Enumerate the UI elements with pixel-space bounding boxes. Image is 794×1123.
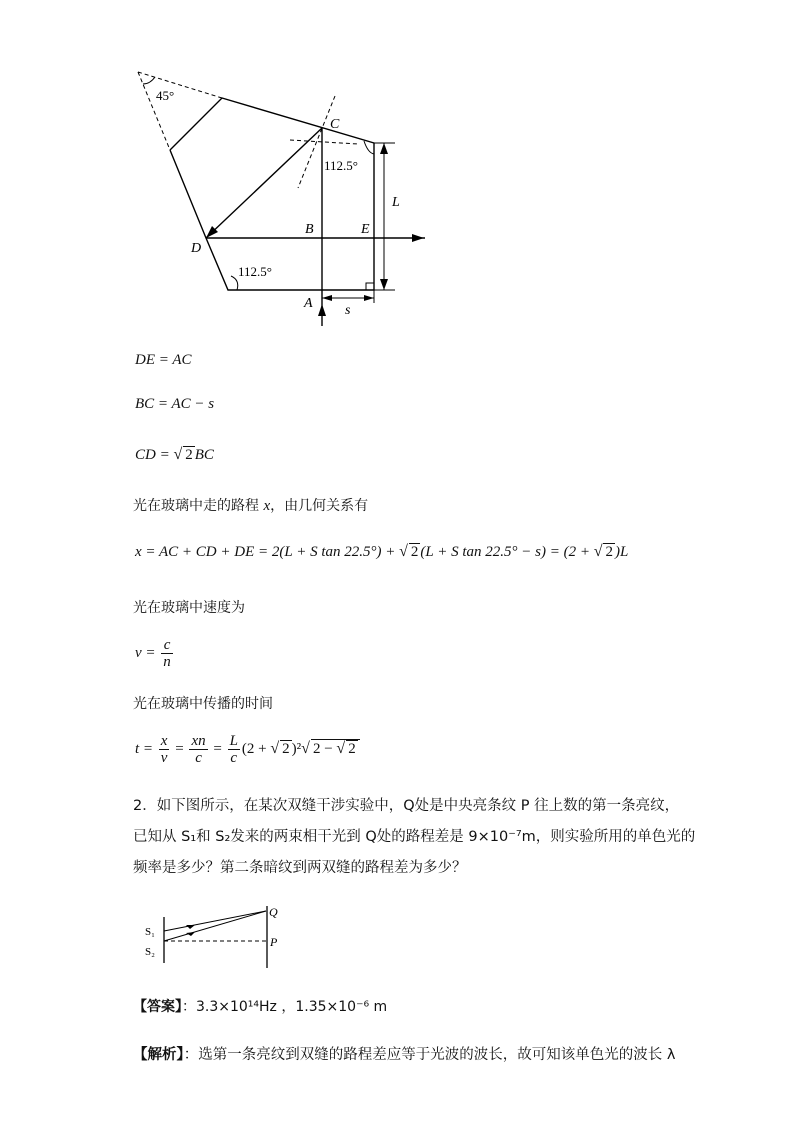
fraction-l-over-c	[228, 733, 240, 766]
equation-t-rad1: 2	[282, 740, 290, 757]
sqrt-symbol: √	[593, 543, 603, 560]
fraction-numerator: c	[161, 637, 173, 654]
label-e: E	[361, 222, 370, 237]
double-slit-diagram	[140, 900, 290, 975]
equation-v	[135, 637, 175, 670]
fraction-denominator: c	[230, 750, 238, 766]
sqrt-symbol: √	[173, 446, 183, 463]
label-q: Q	[269, 905, 278, 919]
path-intro-text: 光在玻璃中走的路程	[133, 498, 259, 514]
prism-outline	[170, 98, 374, 290]
equation-v-lhs: v =	[135, 644, 160, 661]
fraction-denominator: v	[160, 750, 168, 766]
equation-cd-rhs: BC	[194, 447, 214, 463]
fraction-numerator: xn	[191, 733, 206, 749]
equation-cd	[135, 446, 214, 464]
fraction-denominator: c	[195, 750, 202, 766]
analysis	[133, 1043, 675, 1064]
path-var: x	[263, 498, 271, 514]
fraction-denominator: n	[163, 654, 171, 670]
question2-line3: 频率是多少？第二条暗纹到两双缝的路程差为多少？	[133, 860, 467, 876]
dimension-s-arrow-left	[322, 295, 332, 301]
angle-arc-45	[143, 77, 155, 84]
equation-x-mid: (L + S tan 22.5° − s) = (2 +	[420, 544, 594, 560]
equation-cd-radicand: 2	[185, 447, 193, 463]
fraction-c-over-n	[161, 637, 173, 670]
dashed-extension-left	[138, 72, 170, 150]
analysis-tag: 【解析】	[133, 1047, 184, 1063]
label-d: D	[191, 241, 202, 256]
ray-s2-q	[164, 911, 266, 941]
fraction-x-over-v	[159, 733, 170, 766]
normal-line-c	[298, 96, 335, 188]
equation-t-rad-inner: 2	[348, 740, 356, 757]
sqrt-symbol: √	[336, 739, 346, 757]
ray-arrow-right	[412, 234, 424, 242]
ray-s1-q	[164, 911, 266, 931]
equation-t: t = $\frac{x}{v}$ = $\frac{xn}{c}$ = $\frac{L}{c}$ (2 + √ 2 )²√ 2 − √ 2	[135, 733, 360, 766]
ray-arrow-up	[318, 304, 326, 316]
label-angle-112-d: 112.5°	[238, 264, 272, 279]
label-p: P	[270, 935, 278, 949]
time-intro: 光在玻璃中传播的时间	[133, 696, 273, 712]
equation-t-lhs: t =	[135, 740, 157, 757]
label-s2: S₂	[145, 946, 155, 958]
label-s1: S₁	[145, 926, 155, 938]
sqrt-symbol: √	[270, 739, 280, 757]
right-angle-marker	[366, 283, 374, 290]
dimension-s-arrow-right	[364, 295, 374, 301]
label-c: C	[330, 117, 340, 132]
fraction-numerator: L	[229, 733, 238, 749]
sqrt-symbol: √	[301, 739, 310, 757]
dashed-surface-c	[290, 140, 358, 144]
prism-diagram	[125, 62, 435, 332]
ray-arrow	[186, 925, 195, 929]
equation-x-rad: 2	[410, 544, 419, 560]
speed-intro: 光在玻璃中速度为	[133, 600, 245, 616]
label-b: B	[305, 222, 314, 237]
equation-bc: BC = AC − s	[135, 396, 215, 412]
label-l: L	[392, 195, 400, 210]
equation-t-rad-outer: 2 −	[312, 740, 337, 757]
equation-cd-lhs: CD =	[135, 447, 174, 463]
equation-x	[135, 543, 628, 561]
sqrt-symbol: √	[399, 543, 408, 560]
question2-line1: 2．如下图所示，在某次双缝干涉实验中，Q处是中央亮条纹 P 往上数的第一条亮纹，	[133, 798, 680, 814]
equation-x-end: )L	[614, 544, 629, 560]
fraction-numerator: x	[160, 733, 168, 749]
fraction-xn-over-c	[189, 733, 207, 766]
equation-t-paren: (2 +	[241, 740, 271, 757]
label-angle-112-c: 112.5°	[324, 158, 358, 173]
answer-tag: 【答案】	[133, 999, 182, 1015]
answer	[133, 996, 387, 1016]
dashed-extension-top	[138, 72, 222, 98]
answer-text: ：3.3×10¹⁴Hz ，1.35×10⁻⁶ m	[182, 999, 388, 1015]
equation-t-outer-radical	[311, 739, 360, 758]
equation-x-main: x = AC + CD + DE = 2(L + S tan 22.5°) +	[135, 544, 400, 560]
dimension-l-arrow-top	[380, 143, 388, 154]
label-s: s	[345, 303, 351, 318]
label-a: A	[304, 296, 313, 311]
analysis-text: ：选第一条亮纹到双缝的路程差应等于光波的波长，故可知该单色光的波长 λ	[183, 1047, 676, 1063]
question2-line2: 已知从 S₁和 S₂发来的两束相干光到 Q处的路程差是 9×10⁻⁷m，则实验所用的单色光的	[133, 829, 696, 845]
dimension-l-arrow-bottom	[380, 279, 388, 290]
equation-t-paren-close: )²	[291, 740, 302, 757]
path-tail: ，由几何关系有	[270, 498, 369, 514]
angle-arc-d	[231, 276, 238, 290]
equation-de: DE = AC	[135, 352, 192, 368]
equation-x-rad2: 2	[605, 544, 613, 560]
label-angle-45: 45°	[156, 88, 175, 103]
path-intro	[133, 495, 368, 515]
